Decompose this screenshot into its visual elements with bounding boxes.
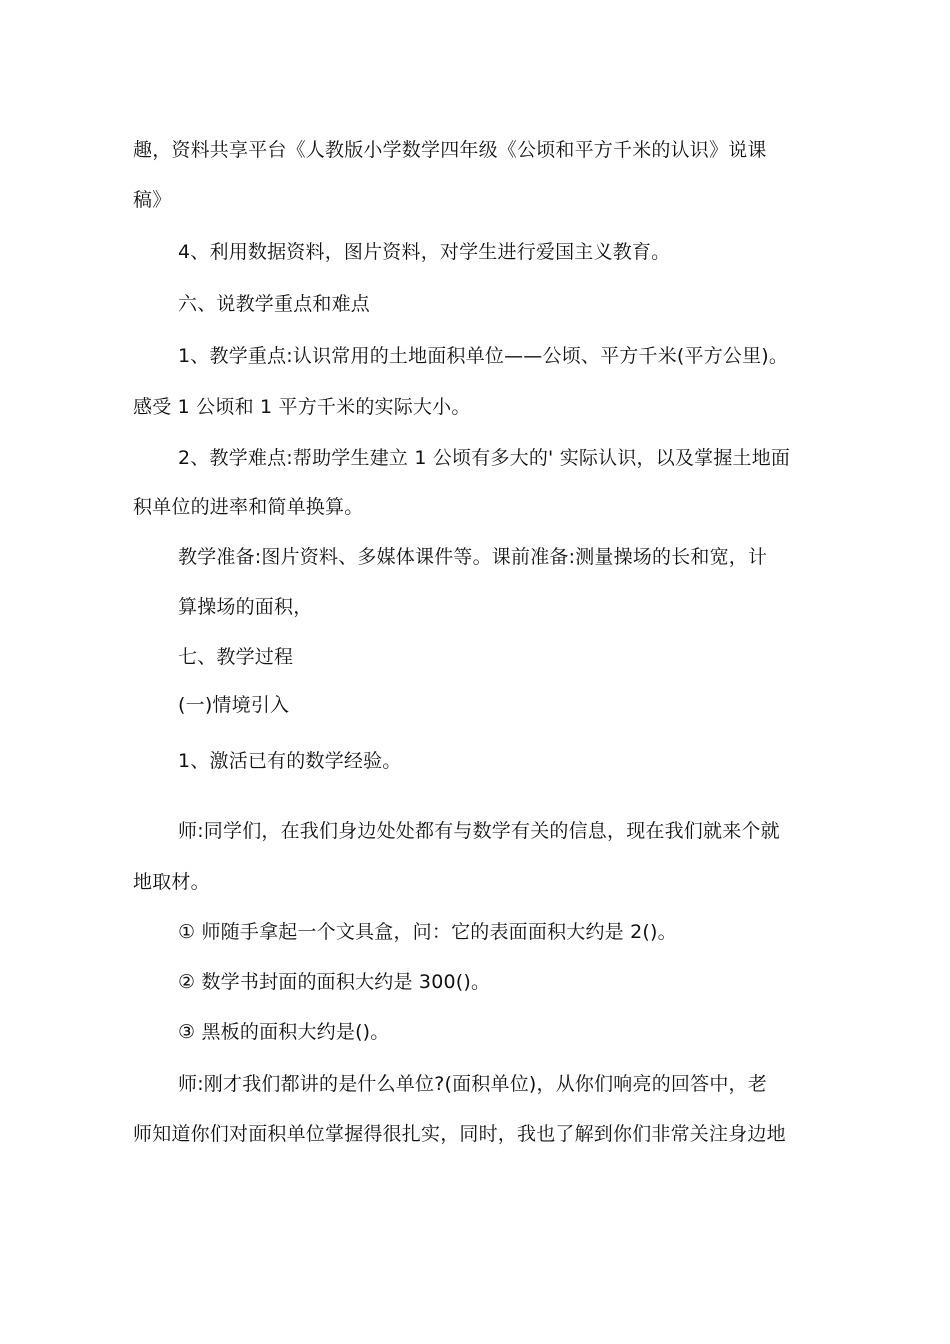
text-line: 积单位的进率和简单换算。 bbox=[133, 496, 364, 518]
section-heading: 七、教学过程 bbox=[178, 646, 294, 668]
text-line: 4、利用数据资料，图片资料，对学生进行爱国主义教育。 bbox=[178, 241, 671, 263]
text-line: 算操场的面积， bbox=[178, 596, 313, 618]
text-line: 1、教学重点:认识常用的土地面积单位——公顷、平方千米(平方公里)。 bbox=[178, 345, 789, 367]
list-item: ③ 黑板的面积大约是()。 bbox=[178, 1021, 390, 1043]
text-line: 2、教学难点:帮助学生建立 1 公顷有多大的' 实际认识，以及掌握土地面 bbox=[178, 447, 791, 469]
list-item: ① 师随手拿起一个文具盒，问：它的表面面积大约是 2()。 bbox=[178, 921, 677, 943]
text-line: 地取材。 bbox=[133, 871, 210, 893]
text-line: 感受 1 公顷和 1 平方千米的实际大小。 bbox=[133, 396, 471, 418]
text-line: 稿》 bbox=[133, 189, 172, 211]
text-line: 师:同学们，在我们身边处处都有与数学有关的信息，现在我们就来个就 bbox=[178, 820, 780, 842]
list-item: ② 数学书封面的面积大约是 300()。 bbox=[178, 971, 491, 993]
text-line: 教学准备:图片资料、多媒体课件等。课前准备:测量操场的长和宽，计 bbox=[178, 546, 768, 568]
subsection-heading: (一)情境引入 bbox=[178, 694, 290, 716]
text-line: 趣，资料共享平台《人教版小学数学四年级《公顷和平方千米的认识》说课 bbox=[133, 139, 767, 161]
text-line: 1、激活已有的数学经验。 bbox=[178, 750, 402, 772]
text-line: 师知道你们对面积单位掌握得很扎实，同时，我也了解到你们非常关注身边地 bbox=[133, 1123, 786, 1145]
text-line: 师:刚才我们都讲的是什么单位?(面积单位)，从你们响亮的回答中，老 bbox=[178, 1073, 767, 1095]
section-heading: 六、说教学重点和难点 bbox=[178, 293, 371, 315]
